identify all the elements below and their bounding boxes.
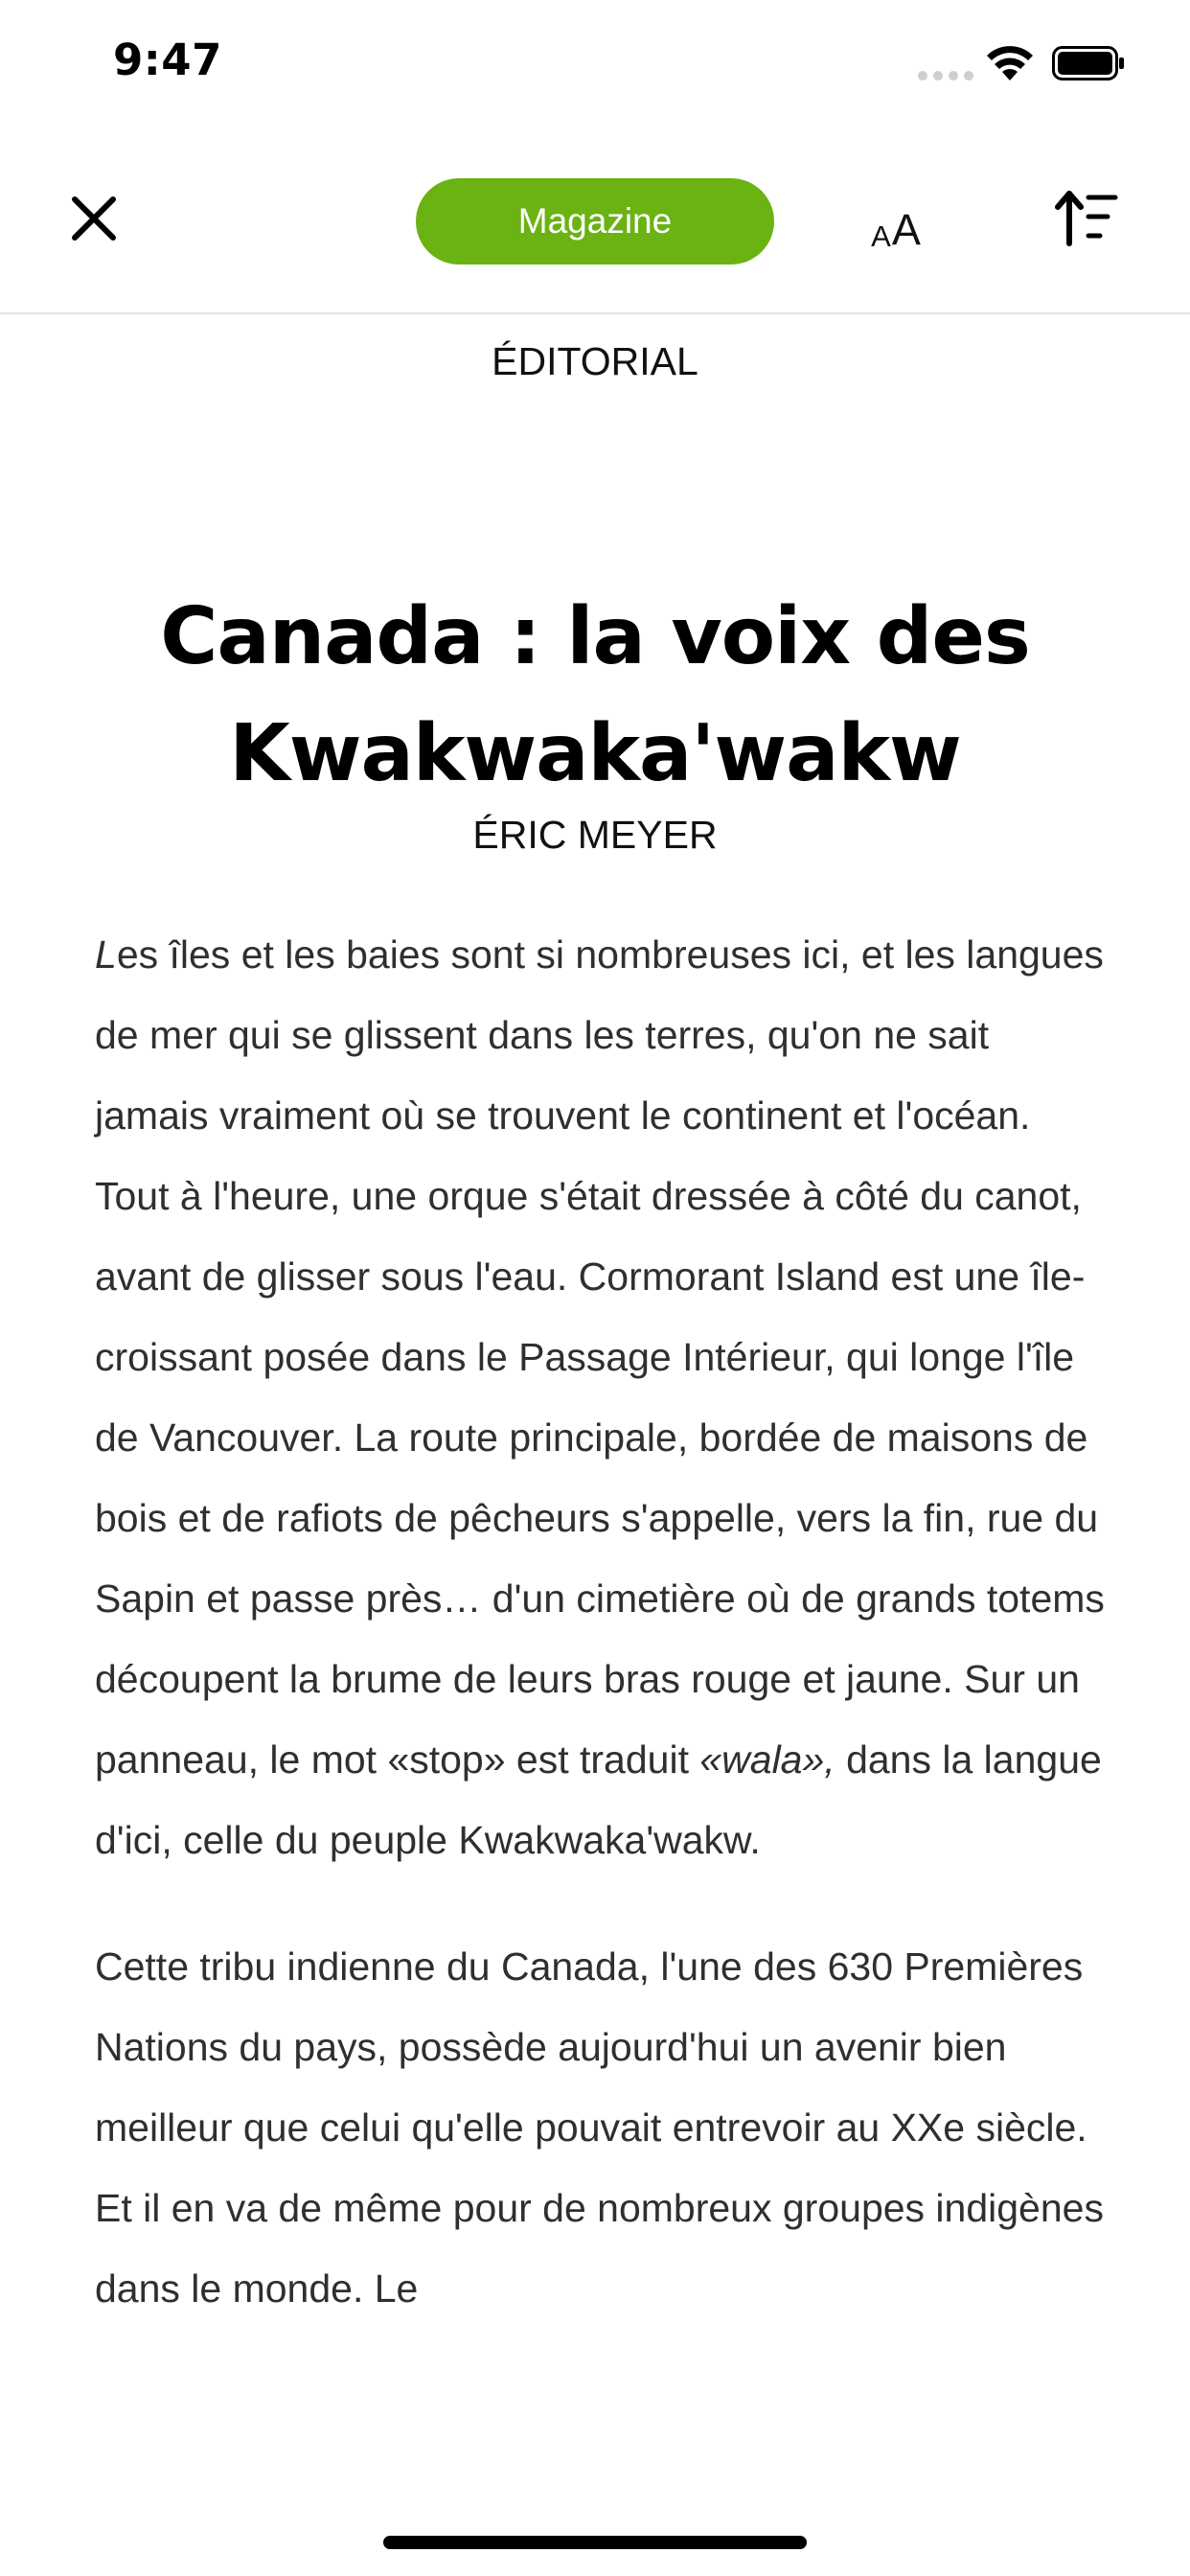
close-icon <box>70 195 118 242</box>
article-body <box>95 914 1110 2375</box>
sort-icon[interactable] <box>1054 184 1123 251</box>
font-size-large-glyph: A <box>891 205 921 254</box>
battery-icon <box>1052 46 1125 80</box>
magazine-button[interactable]: Magazine <box>416 178 774 264</box>
close-button[interactable] <box>61 186 126 251</box>
paragraph-1-text-a: es îles et les baies sont si nombreuses ici, et les langues de mer qui se glissent dans les terres, qu'on ne sait jamais vraiment où se trouvent le continent et l'océan. Tout à l'heure, une orque s'était dressée à côté du canot, avant de glisser sous l'eau. Cormorant Island est une île-croissant posée dans le Passage Intérieur, qui longe l'île de Vancouver. La route principale, bordée de maisons de bois et de rafiots de pêcheurs s'appelle, vers la fin, rue du Sapin et passe près… d'un cimetière où de grands totems découpent la brume de leurs bras rouge et jaune. Sur un panneau, le mot «stop» est traduit <box>95 932 1105 1782</box>
title-line-1: Canada : la voix des <box>160 591 1030 682</box>
paragraph-2: Cette tribu indienne du Canada, l'une des 630 Premières Nations du pays, possède aujourd'hui un avenir bien meilleur que celui qu'elle pouvait entrevoir au XXe siècle. Et il en va de même pour de nombreux groupes indigènes dans le monde. Le <box>95 1944 1104 2311</box>
paragraph-1-italic: «wala», <box>699 1737 835 1782</box>
drop-letter: L <box>95 932 117 977</box>
article-author: ÉRIC MEYER <box>472 813 718 857</box>
status-time: 9:47 <box>113 34 222 85</box>
font-size-small-glyph: A <box>871 219 891 253</box>
font-size-button[interactable] <box>862 190 929 254</box>
section-label: ÉDITORIAL <box>492 339 698 383</box>
article-title <box>77 579 1113 813</box>
paragraph-1 <box>95 914 1110 1880</box>
title-line-2: Kwakwaka'wakw <box>229 708 961 799</box>
reader-toolbar <box>0 126 1190 314</box>
home-indicator[interactable] <box>383 2536 807 2549</box>
cellular-signal-icon <box>918 71 973 80</box>
status-bar <box>0 0 1190 126</box>
wifi-icon <box>985 44 1035 82</box>
paragraph-1-text-b: dans la langue d'ici, celle du peuple Kwakwaka'wakw. <box>95 1737 1102 1862</box>
